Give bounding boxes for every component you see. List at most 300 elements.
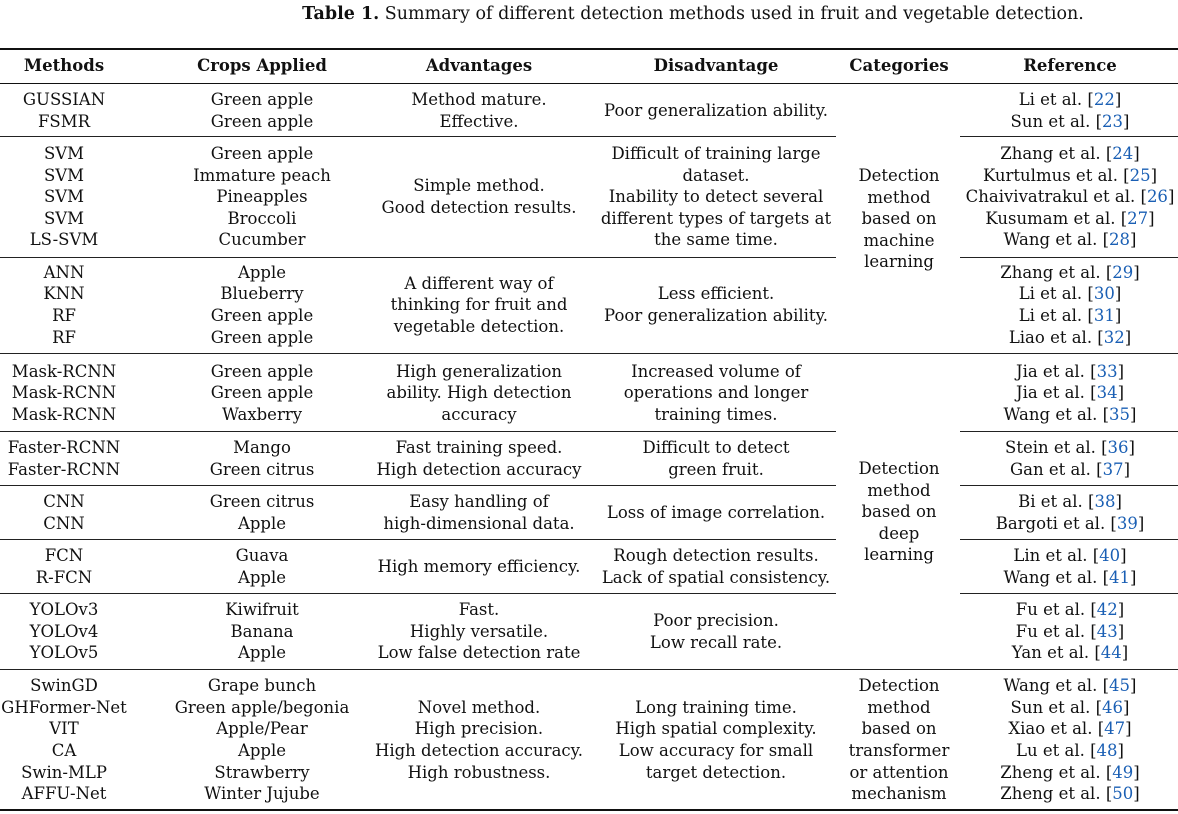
reference-cell [962, 621, 1178, 643]
text-line: Method mature. [411, 89, 547, 109]
reference-link[interactable]: 32 [1103, 327, 1125, 347]
row-separator [960, 257, 1178, 258]
reference-author: Wang et al. [ [1003, 404, 1110, 424]
crop-cell: Banana [230, 621, 294, 641]
text-line: Low false detection rate [377, 643, 581, 663]
reference-text [1016, 740, 1124, 762]
text-line: operations and longer [623, 383, 809, 403]
text-line: Rough detection results. [613, 545, 819, 565]
text-line: method [867, 187, 931, 207]
text-line: Detection [858, 459, 940, 479]
reference-author: Fu et al. [ [1015, 621, 1097, 641]
text-line: Low recall rate. [649, 632, 783, 652]
reference-text [1019, 283, 1122, 305]
text-line: target detection. [645, 762, 787, 782]
reference-bracket: ] [1150, 165, 1158, 185]
reference-link[interactable]: 30 [1093, 284, 1115, 304]
reference-cell [962, 305, 1178, 327]
row-separator [0, 593, 836, 594]
reference-bracket: ] [1115, 491, 1122, 511]
method-cell: FSMR [37, 111, 91, 131]
text-line: different types of targets at [600, 208, 832, 228]
reference-author: Jia et al. [ [1015, 361, 1097, 381]
row-separator [0, 539, 836, 540]
row-separator [960, 593, 1178, 594]
advantages-cell [364, 672, 594, 808]
reference-text [1000, 143, 1139, 165]
row-separator [0, 431, 836, 432]
reference-bracket: ] [1124, 327, 1132, 347]
text-line: Detection [858, 676, 940, 696]
crop-cell: Green citrus [209, 491, 315, 511]
text-line: learning [864, 545, 934, 565]
reference-author: Sun et al. [ [1010, 697, 1103, 717]
reference-author: Wang et al. [ [1003, 676, 1110, 696]
reference-author: Kurtulmus et al. [ [982, 165, 1130, 185]
crop-cell: Broccoli [227, 208, 297, 228]
method-cell: Faster-RCNN [7, 437, 121, 457]
reference-text [1000, 262, 1139, 284]
reference-cell [962, 545, 1178, 567]
table-rule [0, 48, 1178, 50]
reference-link[interactable]: 31 [1093, 306, 1115, 325]
reference-cell [962, 762, 1178, 784]
reference-author: Liao et al. [ [1008, 327, 1104, 347]
reference-cell [962, 567, 1178, 589]
text-line: Poor precision. [653, 610, 779, 630]
text-line: Increased volume of [631, 361, 801, 381]
text-line: High robustness. [407, 762, 551, 782]
reference-author: Fu et al. [ [1015, 600, 1097, 620]
reference-text [1008, 718, 1131, 740]
advantages-cell [364, 258, 594, 352]
crop-cell: Waxberry [221, 404, 303, 424]
reference-link[interactable]: 38 [1094, 491, 1116, 511]
category-cell [840, 86, 958, 352]
crop-cell: Winter Jujube [204, 784, 320, 804]
reference-author: Stein et al. [ [1005, 437, 1108, 457]
reference-text [1011, 697, 1130, 719]
disadvantage-cell [598, 672, 834, 808]
reference-link[interactable]: 26 [1146, 187, 1168, 207]
reference-cell [962, 437, 1178, 459]
reference-cell [962, 718, 1178, 740]
text-line: Poor generalization ability. [604, 100, 828, 120]
text-line: Low accuracy for small [618, 741, 814, 760]
reference-author: Xiao et al. [ [1008, 719, 1105, 739]
crop-cell: Mango [233, 437, 291, 457]
text-line: High spatial complexity. [615, 719, 817, 739]
reference-cell [962, 165, 1178, 187]
reference-author: Kusumam et al. [ [985, 208, 1128, 228]
row-separator [960, 136, 1178, 137]
text-line: Less efficient. [657, 284, 775, 304]
reference-link[interactable]: 42 [1096, 600, 1118, 620]
text-line: Inability to detect several [608, 187, 824, 207]
reference-link[interactable]: 47 [1104, 719, 1126, 739]
reference-bracket: ] [1117, 383, 1125, 403]
reference-link[interactable]: 22 [1093, 89, 1115, 109]
text-line: transformer [848, 741, 950, 760]
reference-author: Gan et al. [ [1009, 459, 1103, 479]
reference-bracket: ] [1114, 284, 1122, 304]
reference-text [1013, 545, 1126, 567]
reference-author: Wang et al. [ [1003, 230, 1110, 250]
method-cell: FCN [44, 545, 84, 565]
method-cell: Swin-MLP [21, 762, 107, 782]
reference-bracket: ] [1117, 600, 1125, 620]
text-line: based on [861, 502, 937, 522]
column-header: Advantages [425, 56, 533, 76]
advantages-cell [364, 541, 594, 592]
reference-text [985, 208, 1154, 230]
advantages-cell [364, 86, 594, 135]
reference-link[interactable]: 40 [1099, 545, 1121, 565]
text-line: the same time. [654, 230, 778, 250]
method-cell: ANN [43, 262, 85, 282]
row-separator [960, 485, 1178, 486]
reference-bracket: ] [1137, 513, 1145, 533]
text-line: vegetable detection. [393, 316, 565, 336]
text-line: high-dimensional data. [383, 513, 575, 533]
text-line: Lack of spatial consistency. [601, 567, 831, 587]
column-header: Crops Applied [197, 56, 327, 76]
disadvantage-cell [598, 138, 834, 256]
method-cell: CNN [43, 513, 85, 533]
reference-bracket: ] [1133, 144, 1140, 163]
reference-author: Wang et al. [ [1003, 567, 1110, 587]
reference-author: Zheng et al. [ [1000, 784, 1113, 804]
reference-text [1000, 762, 1139, 784]
reference-author: Sun et al. [ [1010, 111, 1103, 131]
text-line: Difficult to detect [642, 437, 790, 457]
reference-link[interactable]: 49 [1112, 762, 1134, 782]
method-cell: Faster-RCNN [7, 459, 121, 479]
reference-link[interactable]: 28 [1109, 230, 1131, 250]
reference-cell [962, 229, 1178, 251]
method-cell: Mask-RCNN [11, 383, 117, 403]
caption-text: Summary of different detection methods used in fruit and vegetable detection. [384, 4, 1084, 24]
reference-cell [962, 361, 1178, 383]
crop-cell: Apple [237, 643, 287, 663]
reference-bracket: ] [1114, 89, 1122, 109]
reference-author: Bargoti et al. [ [995, 513, 1117, 533]
method-cell: YOLOv4 [29, 621, 99, 641]
reference-text [1004, 567, 1137, 589]
method-cell: CA [51, 741, 77, 760]
text-line: Good detection results. [381, 198, 577, 217]
reference-author: Chaivivatrakul et al. [ [965, 187, 1147, 207]
advantages-cell [364, 433, 594, 484]
method-cell: GHFormer-Net [1, 697, 127, 717]
reference-link[interactable]: 50 [1112, 784, 1134, 804]
method-cell: SVM [43, 208, 85, 228]
text-line: method [867, 480, 931, 500]
reference-cell [962, 491, 1178, 513]
text-line: A different way of [404, 273, 554, 293]
method-cell: LS-SVM [29, 230, 99, 250]
text-line: dataset. [682, 165, 750, 185]
reference-cell [962, 404, 1178, 426]
reference-text [1004, 675, 1137, 697]
reference-text [1005, 437, 1135, 459]
reference-bracket: ] [1117, 621, 1125, 641]
method-cell: YOLOv5 [29, 643, 99, 663]
reference-author: Zhang et al. [ [1000, 144, 1113, 163]
method-cell: Mask-RCNN [11, 361, 117, 381]
crop-cell: Grape bunch [207, 676, 317, 696]
text-line: Fast training speed. [395, 437, 563, 457]
reference-bracket: ] [1125, 719, 1132, 739]
text-line: Effective. [439, 111, 519, 131]
reference-cell [962, 111, 1178, 133]
reference-bracket: ] [1120, 545, 1127, 565]
reference-cell [962, 208, 1178, 230]
reference-cell [962, 783, 1178, 805]
reference-link[interactable]: 25 [1129, 165, 1151, 185]
crop-cell: Green apple [210, 361, 314, 381]
reference-bracket: ] [1123, 111, 1130, 131]
crop-cell: Green apple [210, 306, 314, 325]
reference-text [1016, 382, 1124, 404]
method-cell: AFFU-Net [21, 784, 107, 804]
text-line: High detection accuracy. [374, 741, 584, 760]
reference-link[interactable]: 45 [1109, 676, 1131, 696]
reference-bracket: ] [1130, 676, 1137, 696]
reference-link[interactable]: 41 [1109, 567, 1131, 587]
reference-text [1011, 111, 1130, 133]
reference-link[interactable]: 48 [1096, 741, 1118, 760]
crop-cell: Cucumber [218, 230, 306, 250]
reference-cell [962, 697, 1178, 719]
row-separator [0, 353, 1178, 354]
reference-bracket: ] [1121, 643, 1129, 663]
reference-text [1010, 459, 1130, 481]
reference-link[interactable]: 23 [1102, 111, 1124, 131]
crop-cell: Green apple [210, 383, 314, 403]
disadvantage-cell [598, 595, 834, 668]
reference-bracket: ] [1130, 404, 1137, 424]
reference-cell [962, 513, 1178, 535]
reference-bracket: ] [1133, 762, 1140, 782]
text-line: High generalization [395, 361, 563, 381]
disadvantage-cell [598, 433, 834, 484]
text-line: accuracy [441, 404, 517, 424]
text-line: Long training time. [635, 697, 797, 717]
reference-cell [962, 642, 1178, 664]
reference-text [1019, 305, 1122, 327]
text-line: High detection accuracy [376, 459, 582, 479]
reference-cell [962, 675, 1178, 697]
reference-text [1004, 404, 1137, 426]
text-line: Detection [858, 166, 940, 186]
text-line: Novel method. [417, 697, 541, 717]
reference-author: Yan et al. [ [1011, 643, 1101, 663]
reference-text [1019, 89, 1122, 111]
text-line: Easy handling of [409, 491, 549, 511]
reference-link[interactable]: 43 [1096, 621, 1118, 641]
advantages-cell [364, 138, 594, 256]
reference-bracket: ] [1130, 230, 1137, 250]
text-line: green fruit. [668, 459, 764, 479]
reference-cell [962, 143, 1178, 165]
advantages-cell [364, 487, 594, 538]
reference-bracket: ] [1167, 187, 1175, 207]
category-cell [840, 356, 958, 668]
reference-text [996, 513, 1145, 535]
text-line: learning [864, 252, 934, 272]
text-line: Fast. [458, 600, 500, 620]
reference-text [1016, 621, 1124, 643]
disadvantage-cell [598, 356, 834, 430]
row-separator [960, 431, 1178, 432]
method-cell: VIT [49, 719, 79, 739]
text-line: Highly versatile. [409, 621, 549, 641]
reference-author: Jia et al. [ [1015, 383, 1097, 403]
reference-link[interactable]: 44 [1100, 643, 1122, 663]
reference-link[interactable]: 29 [1112, 262, 1134, 282]
reference-link[interactable]: 35 [1109, 404, 1131, 424]
crop-cell: Kiwifruit [225, 600, 299, 620]
reference-author: Li et al. [ [1018, 284, 1094, 304]
text-line: deep [878, 523, 920, 543]
reference-link[interactable]: 39 [1116, 513, 1138, 533]
disadvantage-cell [598, 487, 834, 538]
method-cell: Mask-RCNN [11, 404, 117, 424]
reference-cell [962, 186, 1178, 208]
method-cell: SVM [43, 144, 85, 163]
text-line: based on [861, 209, 937, 229]
reference-bracket: ] [1128, 437, 1135, 457]
reference-bracket: ] [1130, 567, 1137, 587]
reference-cell [962, 283, 1178, 305]
reference-text [1016, 599, 1124, 621]
crop-cell: Green citrus [209, 459, 315, 479]
method-cell: KNN [43, 284, 85, 304]
text-line: thinking for fruit and [390, 295, 568, 315]
method-cell: RF [52, 327, 76, 347]
reference-bracket: ] [1148, 208, 1155, 228]
row-separator [960, 539, 1178, 540]
crop-cell: Pineapples [216, 187, 308, 207]
advantages-cell [364, 595, 594, 668]
method-cell: YOLOv3 [29, 600, 99, 620]
table-rule [0, 83, 1178, 84]
reference-link[interactable]: 37 [1102, 459, 1124, 479]
text-line: training times. [654, 404, 778, 424]
text-line: ability. High detection [386, 383, 572, 403]
table-caption [0, 4, 1178, 24]
text-line: High memory efficiency. [377, 556, 581, 576]
reference-cell [962, 89, 1178, 111]
column-header: Disadvantage [653, 56, 779, 76]
crop-cell: Apple [237, 567, 287, 587]
method-cell: SVM [43, 187, 85, 207]
text-line: Simple method. [413, 176, 545, 196]
crop-cell: Green apple [210, 144, 314, 163]
reference-bracket: ] [1133, 262, 1140, 282]
crop-cell: Apple/Pear [216, 719, 308, 739]
row-separator [0, 669, 1178, 670]
advantages-cell [364, 356, 594, 430]
reference-text [983, 165, 1157, 187]
crop-cell: Green apple [210, 327, 314, 347]
reference-link[interactable]: 24 [1112, 144, 1134, 163]
text-line: High precision. [414, 719, 544, 739]
crop-cell: Green apple [210, 111, 314, 131]
reference-author: Li et al. [ [1018, 306, 1094, 325]
reference-cell [962, 382, 1178, 404]
reference-link[interactable]: 33 [1096, 361, 1118, 381]
text-line: Poor generalization ability. [604, 306, 828, 325]
category-cell [840, 672, 958, 808]
reference-author: Lin et al. [ [1013, 545, 1100, 565]
row-separator [0, 136, 836, 137]
text-line: method [867, 697, 931, 717]
crop-cell: Blueberry [220, 284, 304, 304]
reference-link[interactable]: 36 [1107, 437, 1129, 457]
reference-text [1016, 361, 1124, 383]
crop-cell: Green apple/begonia [174, 697, 350, 717]
reference-link[interactable]: 46 [1102, 697, 1124, 717]
reference-text [1012, 642, 1128, 664]
crop-cell: Apple [237, 513, 287, 533]
caption-label: Table 1. [302, 4, 380, 24]
reference-author: Zheng et al. [ [1000, 762, 1113, 782]
method-cell: GUSSIAN [22, 89, 106, 109]
column-header: Reference [1023, 56, 1117, 76]
method-cell: SVM [43, 165, 85, 185]
reference-bracket: ] [1117, 361, 1125, 381]
crop-cell: Apple [237, 741, 287, 760]
reference-bracket: ] [1117, 741, 1124, 760]
disadvantage-cell [598, 258, 834, 352]
method-cell: R-FCN [35, 567, 93, 587]
reference-text [1004, 229, 1137, 251]
column-header: Categories [849, 56, 949, 76]
reference-cell [962, 599, 1178, 621]
reference-author: Bi et al. [ [1018, 491, 1095, 511]
reference-author: Lu et al. [ [1016, 741, 1097, 760]
method-cell: RF [52, 306, 76, 325]
reference-link[interactable]: 34 [1096, 383, 1118, 403]
reference-cell [962, 327, 1178, 349]
text-line: based on [861, 719, 937, 739]
reference-text [966, 186, 1175, 208]
reference-author: Li et al. [ [1018, 89, 1094, 109]
text-line: Difficult of training large [611, 144, 821, 164]
reference-bracket: ] [1123, 459, 1130, 479]
crop-cell: Apple [237, 262, 287, 282]
table-rule [0, 809, 1178, 811]
reference-text [1018, 491, 1122, 513]
method-cell: SwinGD [30, 676, 98, 696]
reference-bracket: ] [1114, 306, 1122, 325]
disadvantage-cell [598, 541, 834, 592]
crop-cell: Guava [235, 545, 289, 565]
row-separator [0, 485, 836, 486]
reference-cell [962, 740, 1178, 762]
reference-author: Zhang et al. [ [1000, 262, 1113, 282]
text-line: or attention [849, 762, 949, 782]
reference-text [1000, 783, 1139, 805]
reference-bracket: ] [1123, 697, 1130, 717]
reference-cell [962, 262, 1178, 284]
crop-cell: Green apple [210, 89, 314, 109]
reference-link[interactable]: 27 [1127, 208, 1149, 228]
text-line: Loss of image correlation. [606, 502, 826, 522]
crop-cell: Strawberry [214, 762, 310, 782]
